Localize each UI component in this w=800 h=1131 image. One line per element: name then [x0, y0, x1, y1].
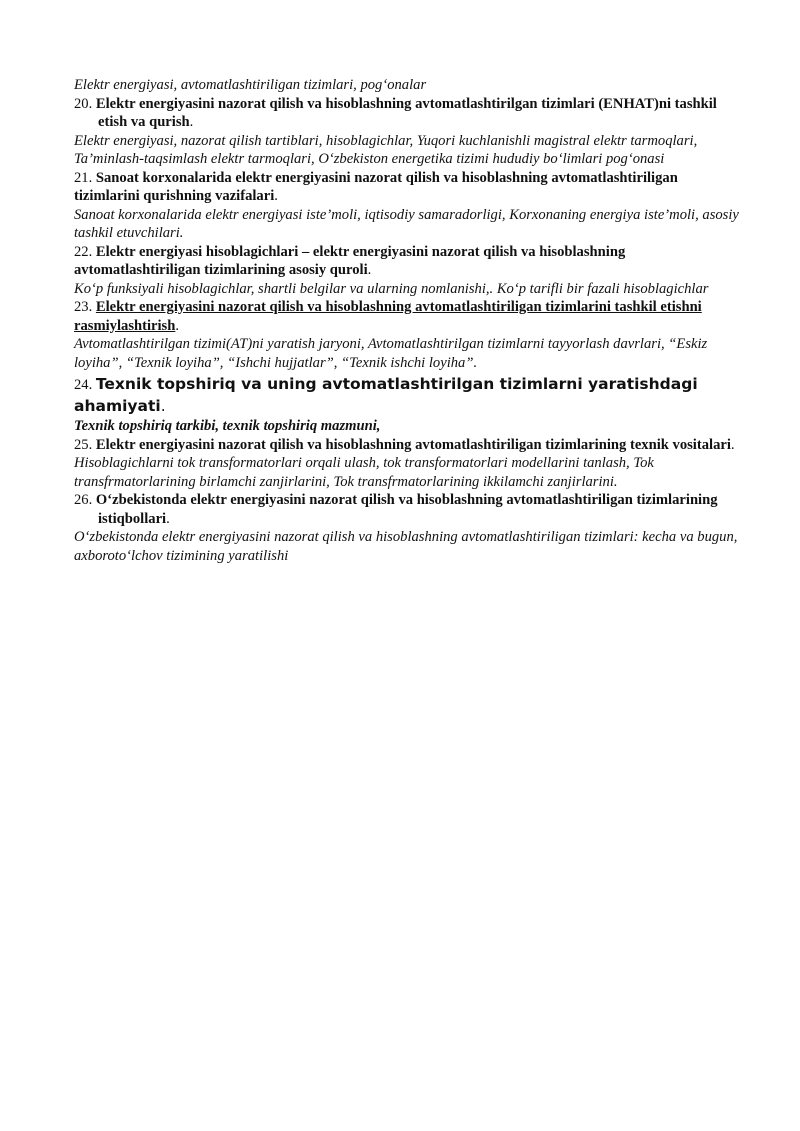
item-title: Elektr energiyasini nazorat qilish va hisoblashning avtomatlashtirilgan tizimlari (ENHAT)ni tashkil etish va qurish: [95, 95, 717, 130]
list-item-23: [74, 298, 744, 335]
item-number: 24.: [74, 377, 96, 393]
item-period: .: [730, 436, 735, 453]
item-description: O‘zbekistonda elektr energiyasini nazorat qilish va hisoblashning avtomatlashtiriligan tizimlari: kecha va bugun, axboroto‘lchov tizimining yaratilishi: [74, 529, 738, 564]
list-item-25: [74, 436, 744, 455]
item-description: Texnik topshiriq tarkibi, texnik topshiriq mazmuni,: [74, 418, 381, 434]
list-item-21: [74, 169, 744, 206]
item-description: Hisoblagichlarni tok transformatorlari orqali ulash, tok transformatorlari modellarini tanlash, Tok transfrmatorlarining birlamchi zanjirlarini, Tok transfrmatorlarining ikkilamchi zanjirlarini.: [74, 455, 654, 490]
list-item-20: [74, 95, 744, 132]
item-description: Sanoat korxonalarida elektr energiyasi iste’moli, iqtisodiy samaradorligi, Korxonaning energiya iste’moli, asosiy tashkil etuvchilari.: [74, 206, 739, 241]
item-period: .: [189, 114, 194, 130]
item-period: .: [166, 510, 170, 527]
item-period: .: [175, 317, 180, 334]
item-title: Texnik topshiriq va uning avtomatlashtirilgan tizimlarni yaratishdagi ahamiyati: [74, 375, 698, 415]
item-description: Avtomatlashtirilgan tizimi(AT)ni yaratish jaryoni, Avtomatlashtirilgan tizimlarni tayyorlash davrlari, “Eskiz loyiha”, “Texnik loyiha”, “Ishchi hujjatlar”, “Texnik ishchi loyiha”.: [74, 336, 708, 371]
item-title: O‘zbekistonda elektr energiyasini nazorat qilish va hisoblashning avtomatlashtiriligan tizimlarining istiqbollari: [95, 492, 718, 527]
item-title: Elektr energiyasini nazorat qilish va hisoblashning avtomatlashtiriligan tizimlarini tashkil etishni rasmiylashtirish: [74, 299, 702, 334]
item-description: Elektr energiyasi, nazorat qilish tartiblari, hisoblagichlar, Yuqori kuchlanishli magistral elektr tarmoqlari, Ta’minlash-taqsimlash elektr tarmoqlari, O‘zbekiston energetika tizimi hududiy bo‘limlari pog‘onasi: [74, 132, 698, 167]
item-number: 22.: [74, 243, 96, 260]
item-description: Ko‘p funksiyali hisoblagichlar, shartli belgilar va ularning nomlanishi,. Ko‘p tarifli bir fazali hisoblagichlar: [74, 280, 709, 297]
item-number: 26.: [74, 492, 96, 508]
item-title: Elektr energiyasini nazorat qilish va hisoblashning avtomatlashtiriligan tizimlarining texnik vositalari: [95, 436, 731, 453]
item-number: 23.: [74, 299, 96, 315]
list-item-26: [74, 491, 744, 528]
item-title: Elektr energiyasi hisoblagichlari – elektr energiyasini nazorat qilish va hisoblashning avtomatlashtiriligan tizimlarining asosiy quroli: [74, 243, 626, 278]
list-item-22: [74, 243, 744, 280]
item-number: 20.: [74, 95, 96, 112]
item-number: 25.: [74, 436, 96, 453]
item-period: .: [367, 262, 372, 278]
list-item-24: [74, 374, 744, 417]
item-title: Sanoat korxonalarida elektr energiyasini nazorat qilish va hisoblashning avtomatlashtiriligan tizimlarini qurishning vazifalari: [74, 169, 678, 204]
intro-line: Elektr energiyasi, avtomatlashtiriligan tizimlari, pog‘onalar: [74, 77, 427, 93]
item-period: .: [274, 188, 278, 204]
item-period: .: [160, 397, 166, 415]
item-number: 21.: [74, 169, 96, 186]
